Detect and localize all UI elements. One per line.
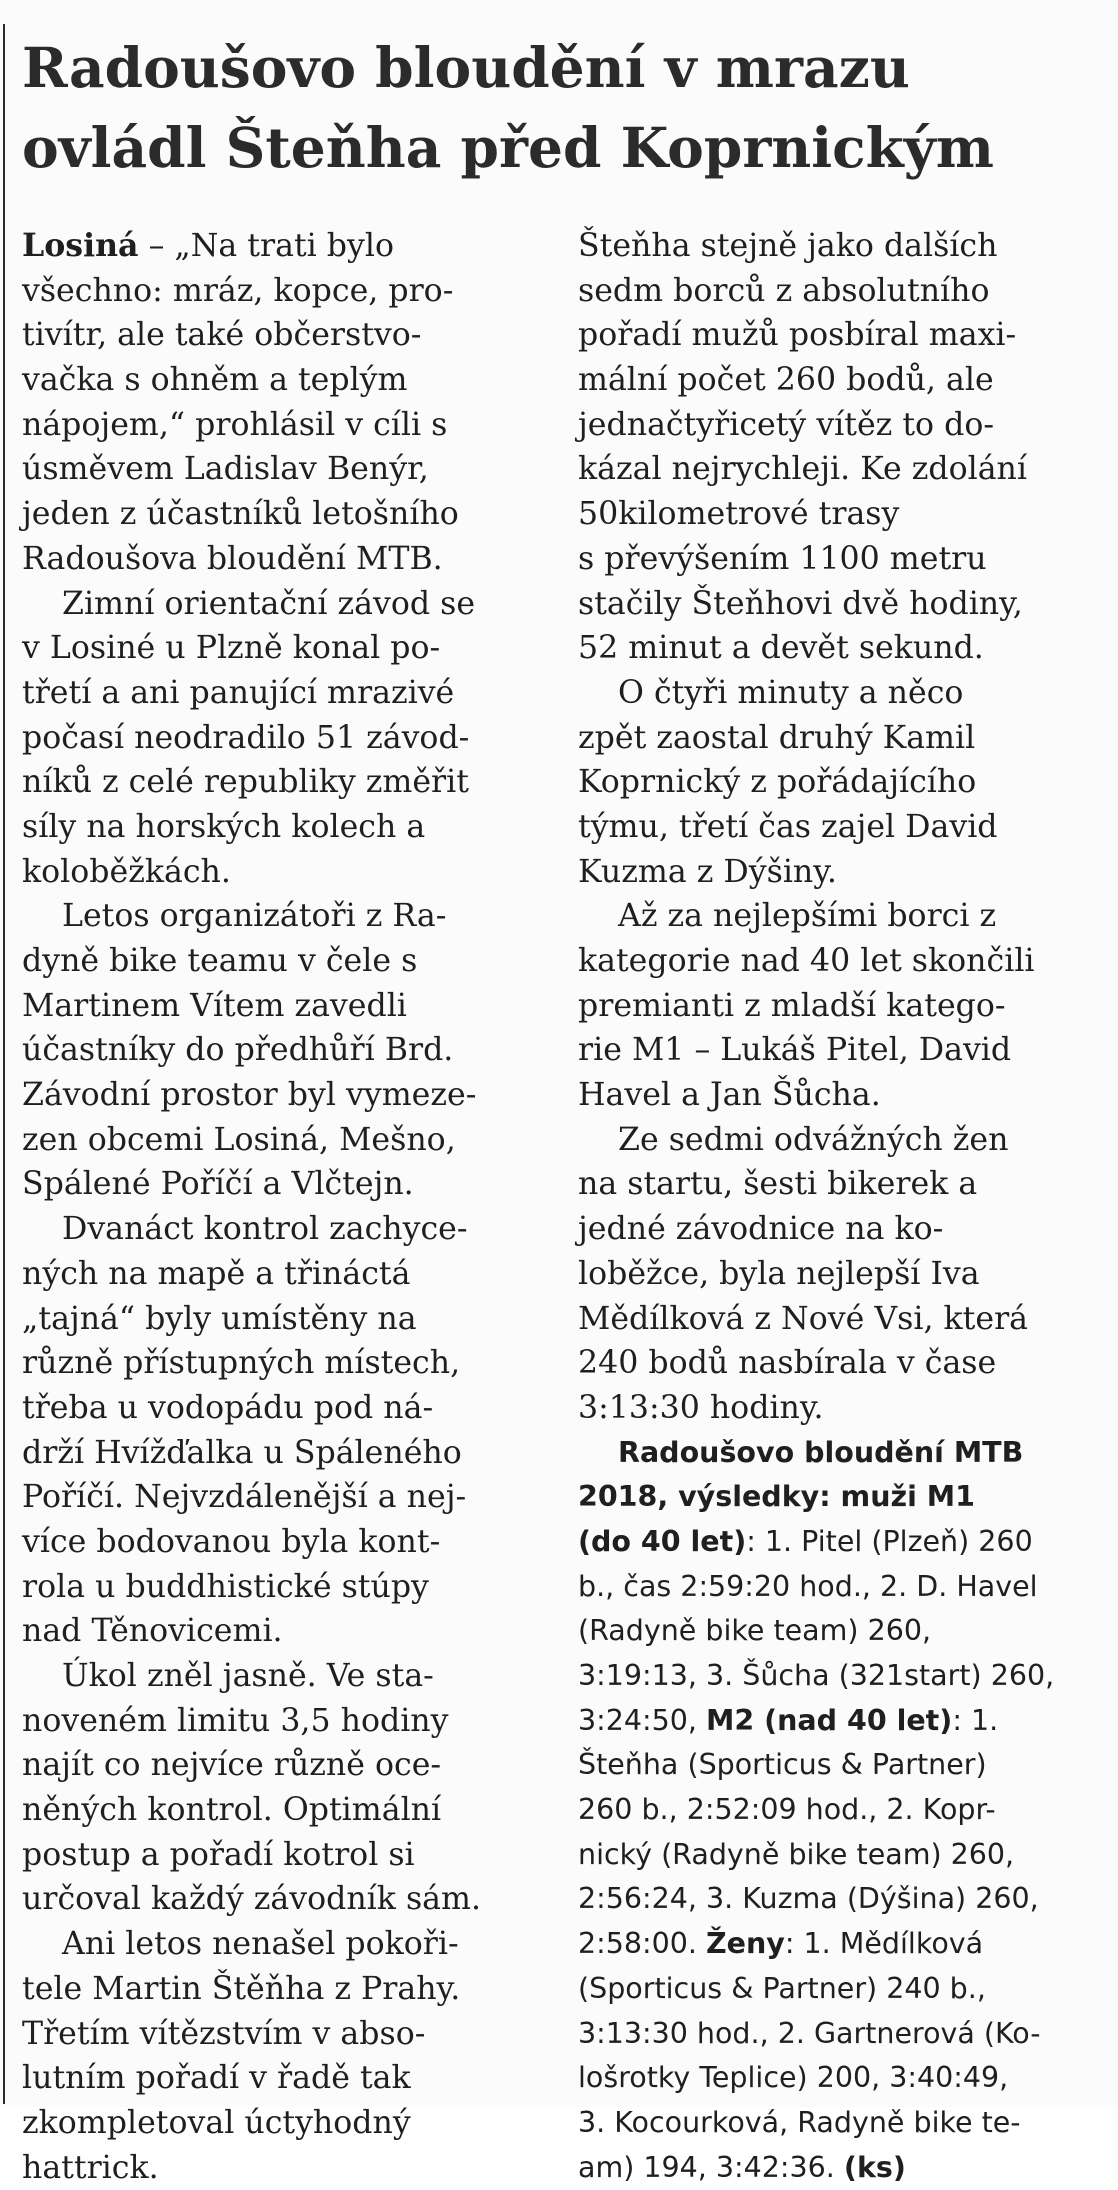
text-line — [22, 403, 532, 448]
text-run: Kuzma z Dýšiny. — [578, 853, 837, 890]
text-line — [578, 1252, 1098, 1297]
bold-text: (ks) — [843, 2150, 906, 2184]
text-line — [578, 1341, 1098, 1386]
text-line — [578, 2101, 1098, 2146]
text-run: 3:19:13, 3. Šůcha (321start) 260, — [578, 1659, 1055, 1692]
article-column-left — [22, 224, 532, 2190]
text-run: 2:58:00. — [578, 1927, 706, 1961]
text-line — [578, 537, 1098, 582]
text-line — [22, 1431, 532, 1476]
text-run: koloběžkách. — [22, 853, 231, 890]
text-run: Havel a Jan Šůcha. — [578, 1077, 881, 1114]
text-line — [22, 1475, 532, 1520]
text-run: třeba u vodopádu pod ná- — [22, 1389, 434, 1426]
text-run: rola u buddhistické stúpy — [22, 1568, 429, 1605]
text-line — [22, 1654, 532, 1699]
text-line — [22, 313, 532, 358]
article-column-right — [578, 224, 1098, 2190]
text-run: jednačtyřicetý vítěz to do- — [578, 406, 995, 443]
text-line — [578, 760, 1098, 805]
text-line — [578, 1699, 1098, 1744]
text-line — [22, 1922, 532, 1967]
text-run: třetí a ani panující mrazivé — [22, 674, 455, 711]
text-run: Třetím vítězstvím v abso- — [22, 2015, 426, 2052]
text-line — [578, 1743, 1098, 1788]
text-run: více bodovanou byla kont- — [22, 1523, 441, 1560]
text-run: jedné závodnice na ko- — [578, 1211, 944, 1248]
text-line — [22, 2101, 532, 2146]
text-run: premianti z mladší katego- — [578, 987, 1006, 1024]
text-line — [578, 358, 1098, 403]
text-line — [22, 358, 532, 403]
text-run: noveném limitu 3,5 hodiny — [22, 1702, 449, 1739]
text-line — [22, 269, 532, 314]
text-run: nápojem,“ prohlásil v cíli s — [22, 406, 448, 443]
text-line — [578, 1565, 1098, 1610]
text-run: jeden z účastníků letošního — [22, 496, 459, 533]
text-run: určoval každý závodník sám. — [22, 1881, 482, 1918]
text-line — [578, 1118, 1098, 1163]
text-line — [578, 1654, 1098, 1699]
text-run: drží Hvížďalka u Spáleného — [22, 1434, 462, 1471]
text-line — [22, 537, 532, 582]
text-run: 50kilometrové trasy — [578, 496, 900, 533]
text-line — [22, 2146, 532, 2190]
text-run: něných kontrol. Optimální — [22, 1792, 442, 1829]
text-line — [22, 1073, 532, 1118]
text-line — [22, 939, 532, 984]
text-line — [578, 2146, 1098, 2190]
text-run: Až za nejlepšími borci z — [618, 898, 997, 935]
text-line — [578, 582, 1098, 627]
text-run: Ani letos nenašel pokoři- — [62, 1926, 459, 1963]
text-line — [578, 403, 1098, 448]
text-run: nad Těnovicemi. — [22, 1613, 283, 1650]
text-run: : 1. — [952, 1703, 999, 1737]
text-line — [22, 760, 532, 805]
text-line — [578, 894, 1098, 939]
text-line — [578, 1922, 1098, 1967]
text-line — [578, 1028, 1098, 1073]
text-line — [578, 1386, 1098, 1431]
text-line — [22, 2056, 532, 2101]
bold-text: (do 40 let) — [578, 1524, 747, 1558]
bold-text: M2 (nad 40 let) — [706, 1703, 953, 1737]
text-line — [578, 1073, 1098, 1118]
text-run: všechno: mráz, kopce, pro- — [22, 272, 454, 309]
bold-text: Radoušovo bloudění MTB — [618, 1435, 1024, 1469]
text-run: Poříčí. Nejvzdálenější a nej- — [22, 1479, 467, 1516]
text-run: síly na horských kolech a — [22, 808, 426, 845]
text-line — [22, 2012, 532, 2057]
text-run: tele Martin Štěňha z Prahy. — [22, 1970, 461, 2007]
text-run: lutním pořadí v řadě tak — [22, 2060, 411, 2097]
text-run: sedm borců z absolutního — [578, 272, 990, 309]
text-run: 260 b., 2:52:09 hod., 2. Kopr- — [578, 1793, 996, 1827]
text-line — [22, 1565, 532, 1610]
text-line — [578, 984, 1098, 1029]
text-line — [578, 269, 1098, 314]
text-run: mální počet 260 bodů, ale — [578, 362, 994, 399]
text-run: (Radyně bike team) 260, — [578, 1614, 932, 1648]
text-run: : 1. Pitel (Plzeň) 260 — [746, 1524, 1033, 1558]
text-line — [578, 850, 1098, 895]
text-run: kázal nejrychleji. Ke zdolání — [578, 451, 1028, 488]
text-run: Letos organizátoři z Ra- — [62, 898, 447, 935]
text-run: vačka s ohněm a teplým — [22, 362, 408, 399]
text-line — [578, 1833, 1098, 1878]
text-run: ných na mapě a třináctá — [22, 1255, 411, 1292]
text-run: zen obcemi Losiná, Mešno, — [22, 1121, 456, 1158]
text-run: zpět zaostal druhý Kamil — [578, 719, 976, 756]
text-line — [578, 1431, 1098, 1476]
text-run: loběžce, byla nejlepší Iva — [578, 1255, 980, 1292]
bold-text: Ženy — [706, 1927, 785, 1961]
text-line — [22, 984, 532, 1029]
text-line — [22, 1967, 532, 2012]
text-line — [578, 939, 1098, 984]
text-line — [22, 1118, 532, 1163]
text-run: různě přístupných místech, — [22, 1345, 461, 1382]
text-line — [22, 1699, 532, 1744]
text-run: 3:13:30 hodiny. — [578, 1389, 824, 1426]
text-line — [22, 1520, 532, 1565]
text-run: úsměvem Ladislav Benýr, — [22, 451, 429, 488]
text-run: 240 bodů nasbírala v čase — [578, 1345, 997, 1382]
text-line — [578, 492, 1098, 537]
text-line — [22, 492, 532, 537]
text-line — [578, 2056, 1098, 2101]
text-run: na startu, šesti bikerek a — [578, 1166, 978, 1203]
text-line — [22, 805, 532, 850]
text-line — [22, 894, 532, 939]
text-run: Zimní orientační závod se — [62, 585, 476, 622]
text-line — [22, 850, 532, 895]
text-run: Radoušova bloudění MTB. — [22, 540, 443, 577]
text-line — [578, 1297, 1098, 1342]
text-run: níků z celé republiky změřit — [22, 764, 469, 801]
text-line — [22, 1252, 532, 1297]
text-run: stačily Šteňhovi dvě hodiny, — [578, 585, 1023, 622]
text-run: Závodní prostor byl vymeze- — [22, 1077, 477, 1114]
text-line — [22, 582, 532, 627]
text-line — [22, 1743, 532, 1788]
text-line — [22, 1162, 532, 1207]
text-line — [578, 626, 1098, 671]
text-line — [578, 224, 1098, 269]
text-line — [22, 626, 532, 671]
text-line — [578, 1609, 1098, 1654]
text-run: hattrick. — [22, 2149, 159, 2186]
text-run: 3:13:30 hod., 2. Gartnerová (Ko- — [578, 2016, 1041, 2050]
text-run: v Losiné u Plzně konal po- — [22, 630, 441, 667]
text-run: Šteňha stejně jako dalších — [578, 228, 998, 264]
text-line — [578, 1162, 1098, 1207]
text-line — [578, 1207, 1098, 1252]
text-run: b., čas 2:59:20 hod., 2. D. Havel — [578, 1569, 1038, 1603]
text-line — [22, 1341, 532, 1386]
text-line — [578, 1520, 1098, 1565]
text-run: zkompletoval úctyhodný — [22, 2104, 411, 2141]
text-run: tivítr, ale také občerstvo- — [22, 317, 422, 354]
text-line — [22, 1297, 532, 1342]
text-run: rie M1 – Lukáš Pitel, David — [578, 1032, 1012, 1069]
text-line — [22, 1386, 532, 1431]
text-line — [22, 447, 532, 492]
text-run: Úkol zněl jasně. Ve sta- — [62, 1658, 434, 1694]
text-line — [578, 1475, 1098, 1520]
text-run: 2:56:24, 3. Kuzma (Dýšina) 260, — [578, 1882, 1039, 1916]
text-run: týmu, třetí čas zajel David — [578, 808, 998, 845]
text-line — [578, 447, 1098, 492]
text-run: Ze sedmi odvážných žen — [618, 1121, 1009, 1158]
text-line — [22, 716, 532, 761]
text-run: lošrotky Teplice) 200, 3:40:49, — [578, 2061, 1009, 2095]
text-line — [22, 1833, 532, 1878]
text-run: s převýšením 1100 metru — [578, 540, 987, 577]
text-line — [578, 1788, 1098, 1833]
text-run: O čtyři minuty a něco — [618, 674, 964, 711]
text-line — [22, 1788, 532, 1833]
text-run: pořadí mužů posbíral maxi- — [578, 317, 1017, 354]
text-line — [578, 716, 1098, 761]
text-line — [578, 2012, 1098, 2057]
text-run: nický (Radyně bike team) 260, — [578, 1837, 1015, 1871]
headline-line-1: Radoušovo bloudění v mrazu — [22, 35, 910, 100]
text-line — [578, 1877, 1098, 1922]
text-line — [22, 1028, 532, 1073]
text-line — [578, 313, 1098, 358]
text-run: 3. Kocourková, Radyně bike te- — [578, 2105, 1021, 2139]
text-line — [22, 1207, 532, 1252]
text-run: „tajná“ byly umístěny na — [22, 1300, 417, 1337]
text-run: : 1. Mědílková — [784, 1927, 984, 1961]
article-headline — [22, 28, 1112, 188]
text-run: (Sporticus & Partner) 240 b., — [578, 1971, 986, 2005]
text-run: Šteňha (Sporticus & Partner) — [578, 1748, 987, 1782]
text-line — [578, 1967, 1098, 2012]
text-run: 3:24:50, — [578, 1703, 706, 1737]
text-line — [22, 671, 532, 716]
text-run: Spálené Poříčí a Vlčtejn. — [22, 1166, 414, 1203]
text-run: – „Na trati bylo — [138, 228, 394, 264]
bold-text: Losiná — [22, 227, 139, 264]
text-line — [22, 1609, 532, 1654]
text-run: Dvanáct kontrol zachyce- — [62, 1211, 468, 1248]
text-run: dyně bike teamu v čele s — [22, 943, 418, 979]
text-run: Martinem Vítem zavedli — [22, 987, 407, 1024]
text-run: postup a pořadí kotrol si — [22, 1836, 415, 1873]
text-run: Koprnický z pořádajícího — [578, 764, 977, 801]
text-run: Mědílková z Nové Vsi, která — [578, 1300, 1029, 1337]
text-run: am) 194, 3:42:36. — [578, 2150, 844, 2184]
bold-text: 2018, výsledky: muži M1 — [578, 1480, 975, 1514]
headline-line-2: ovládl Šteňha před Koprnickým — [22, 115, 994, 180]
text-line — [22, 1877, 532, 1922]
column-rule — [3, 24, 5, 2104]
text-line — [22, 224, 532, 269]
text-line — [578, 805, 1098, 850]
text-run: účastníky do předhůří Brd. — [22, 1032, 454, 1069]
text-line — [578, 671, 1098, 716]
text-run: 52 minut a devět sekund. — [578, 630, 984, 667]
text-run: počasí neodradilo 51 závod- — [22, 719, 470, 756]
text-run: kategorie nad 40 let skončili — [578, 943, 1035, 979]
text-run: najít co nejvíce různě oce- — [22, 1747, 442, 1784]
